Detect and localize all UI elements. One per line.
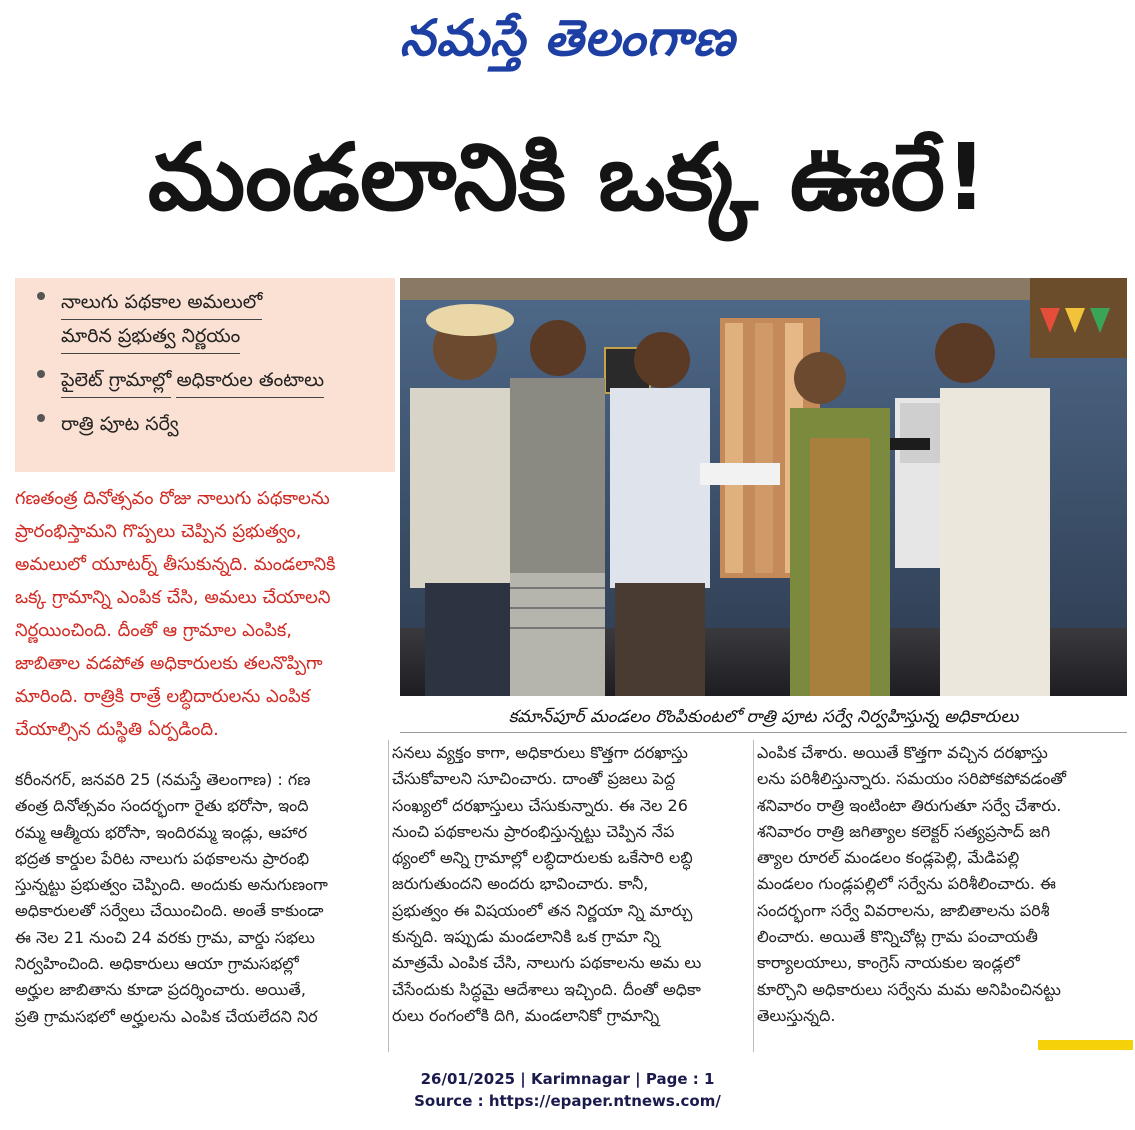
highlight-line: రాత్రి పూట సర్వే [61,413,179,435]
news-photo [400,278,1127,696]
body-line: ఎంపిక చేశారు. అయితే కొత్తగా వచ్చిన దరఖాస్తు [757,743,1048,762]
body-line: నిర్వహించింది. అధికారులు ఆయా గ్రామసభల్లో [15,954,299,974]
headline: మండలానికి ఒక్క ఊరే! [147,124,988,231]
body-column-3 [757,740,1127,1029]
body-line: అధికారులతో సర్వేలు చేయించింది. అంతే కాకుండా [15,901,324,921]
intro-line: నిర్ణయించింది. దీంతో ఆ గ్రామాల ఎంపిక, [15,620,293,641]
highlight-item [37,408,385,441]
body-line: శనివారం రాత్రి ఇంటింటా తిరుగుతూ సర్వే చేశారు. [757,795,1062,815]
body-line: మండలం గుండ్లపల్లిలో సర్వేను పరిశీలించారు. ఈ [757,874,1056,894]
intro-line: ఒక్క గ్రామాన్ని ఎంపిక చేసి, అమలు చేయాలని [15,587,331,608]
intro-line: ప్రారంభిస్తామని గొప్పలు చెప్పిన ప్రభుత్వం, [15,521,302,542]
body-line: చేసుకోవాలని సూచించారు. దాంతో ప్రజలు పెద్ద [392,769,676,789]
photo-caption: కమాన్‌పూర్ మండలం రొంపికుంటలో రాత్రి పూట సర్వే నిర్వహిస్తున్న అధికారులు [400,702,1127,733]
body-line: లను పరిశీలిస్తున్నారు. సమయం సరిపోకపోవడంతో [757,769,1066,789]
highlights-box [15,278,395,472]
body-line: స్తున్నట్టు ప్రభుత్వం చెప్పింది. అందుకు అనుగుణంగా [15,875,328,895]
intro-line: జాబితాల వడపోత అధికారులకు తలనొప్పిగా [15,653,323,674]
body-line: సనలు వ్యక్తం కాగా, అధికారులు కొత్తగా దరఖాస్తు [392,743,688,762]
intro-line: గణతంత్ర దినోత్సవం రోజు నాలుగు పథకాలను [15,488,330,509]
footer [0,1068,1135,1112]
body-line: కార్యాలయాలు, కాంగ్రెస్ నాయకుల ఇండ్లలో [757,953,1020,973]
body-column-2 [392,740,750,1029]
column-divider [753,740,754,1052]
body-column-1 [15,767,385,1030]
body-line: తంత్ర దినోత్సవం సందర్భంగా రైతు భరోసా, ఇంది [15,796,309,816]
body-line: సందర్భంగా సర్వే వివరాలను, జాబితాలను పరిశీ [757,900,1050,920]
footer-dateline: 26/01/2025 | Karimnagar | Page : 1 [420,1070,715,1088]
body-line: థ్యంలో అన్ని గ్రామాల్లో లబ్ధిదారులకు ఒకేసారి లబ్ధి [392,848,693,868]
body-line: కూర్చొని అధికారులు సర్వేను మమ అనిపించినట్టు [757,979,1061,999]
body-line: జరుగుతుందని అందరు భావించారు. కానీ, [392,874,649,894]
body-line: త్యాల రూరల్ మండలం కండ్లపెల్లి, మేడిపల్లి [757,848,1020,868]
body-line: శనివారం రాత్రి జగిత్యాల కలెక్టర్ సత్యప్రసాద్ జగి [757,821,1051,841]
highlight-item [37,286,385,354]
highlight-item [37,364,385,398]
intro-paragraph [15,482,383,746]
body-line: రమ్మ ఆత్మీయ భరోసా, ఇందిరమ్మ ఇండ్లు, ఆహార [15,822,308,842]
intro-line: అమలులో యూటర్న్ తీసుకున్నది. మండలానికి [15,554,336,575]
body-line: సంఖ్యలో దరఖాస్తులు చేసుకున్నారు. ఈ నెల 26 [392,795,688,815]
bullet-icon [37,414,45,422]
body-line: నుంచి పథకాలను ప్రారంభిస్తున్నట్టు చెప్పిన నేప [392,821,675,841]
survey-photo-illustration [400,278,1127,696]
intro-line: చేయాల్సిన దుస్థితి ఏర్పడింది. [15,719,219,740]
body-line: భద్రత కార్డుల పేరిట నాలుగు పథకాలను ప్రారంభి [15,848,310,868]
bullet-icon [37,370,45,378]
bullet-icon [37,292,45,300]
column-divider [388,740,389,1052]
body-line: అర్హుల జాబితాను కూడా ప్రదర్శించారు. అయితే, [15,980,306,1000]
footer-source-link[interactable]: Source : https://epaper.ntnews.com/ [414,1092,721,1110]
body-line: కరీంనగర్, జనవరి 25 (నమస్తే తెలంగాణ) : గణ [15,770,311,789]
body-line: తెలుస్తున్నది. [757,1005,836,1025]
body-line: రులు రంగంలోకి దిగి, మండలానికో గ్రామాన్ని [392,1005,660,1025]
highlight-line: అధికారుల తంటాలు [176,364,324,398]
body-line: ప్రతి గ్రామసభలో అర్హులను ఎంపిక చేయలేదని నిర [15,1006,318,1026]
body-line: మాత్రమే ఎంపిక చేసి, నాలుగు పథకాలను అమ లు [392,953,702,973]
body-line: చేసేందుకు సిద్ధమై ఆదేశాలు ఇచ్చింది. దీంతో అధికా [392,979,701,999]
body-line: ఈ నెల 21 నుంచి 24 వరకు గ్రామ, వార్డు సభలు [15,927,315,947]
masthead-logo: నమస్తే తెలంగాణ [399,8,736,67]
highlight-line: మారిన ప్రభుత్వ నిర్ణయం [61,320,240,354]
ad-strip [1038,1040,1133,1050]
body-line: కున్నది. ఇప్పుడు మండలానికి ఒక గ్రామా న్ని [392,927,660,947]
body-line: ప్రభుత్వం ఈ విషయంలో తన నిర్ణయా న్ని మార్చు [392,900,693,920]
highlight-line: నాలుగు పథకాల అమలులో [61,286,262,320]
intro-line: మారింది. రాత్రికి రాత్రే లబ్ధిదారులను ఎంపిక [15,686,311,707]
body-line: లించారు. అయితే కొన్నిచోట్ల గ్రామ పంచాయతీ [757,927,1038,947]
highlight-line: పైలెట్ గ్రామాల్లో [61,364,171,398]
